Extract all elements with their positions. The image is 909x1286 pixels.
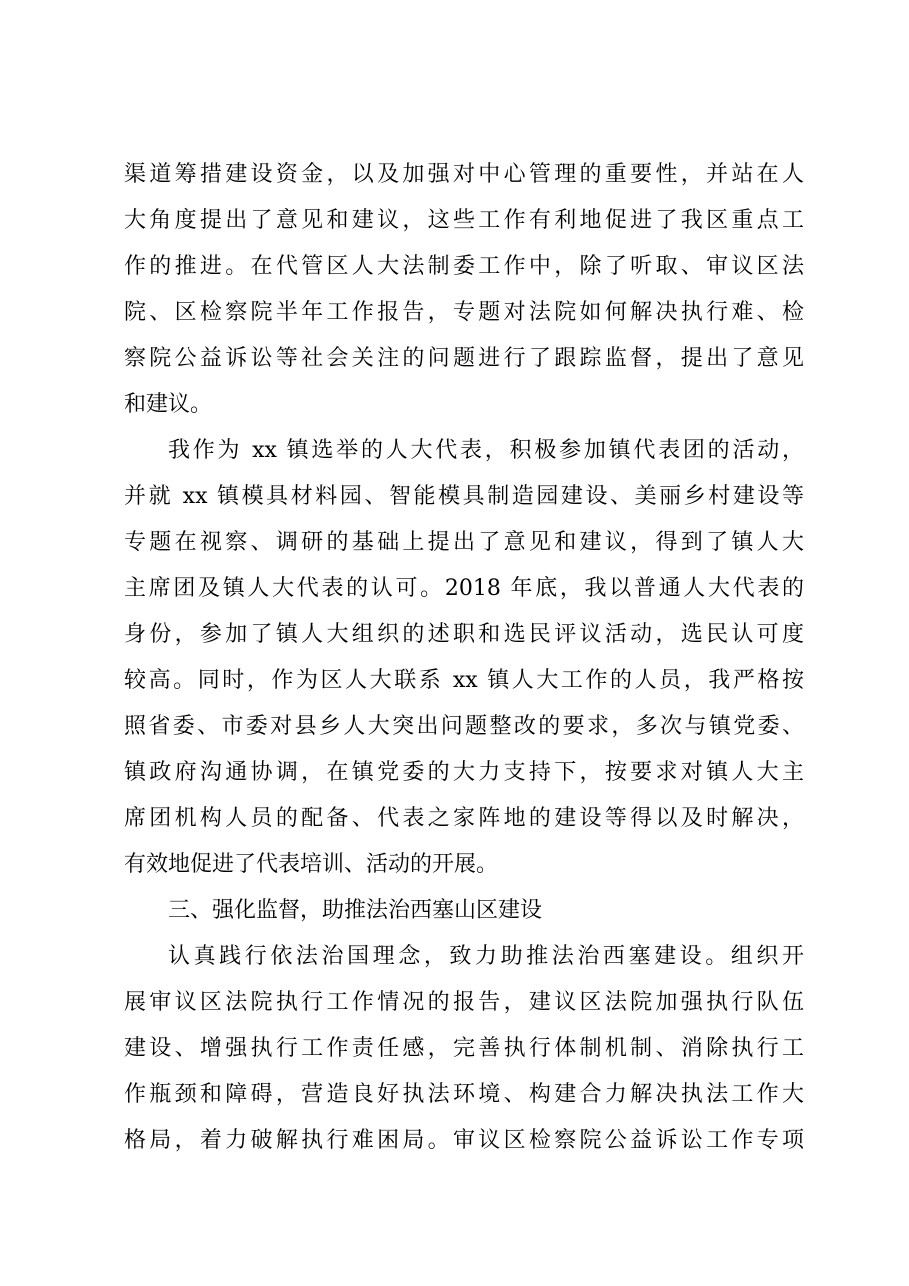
text-line: 主席团及镇人大代表的认可。2018 年底，我以普通人大代表的 [124,576,804,601]
text-line: 照省委、市委对县乡人大突出问题整改的要求，多次与镇党委、 [124,714,804,739]
text-line: 认真践行依法治国理念，致力助推法治西塞建设。组织开 [168,944,804,969]
text-line: 和建议。 [124,392,213,417]
text-line: 建设、增强执行工作责任感，完善执行体制机制、消除执行工 [124,1036,804,1061]
document-body [124,152,804,1164]
text-line: 并就 xx 镇模具材料园、智能模具制造园建设、美丽乡村建设等 [124,484,804,509]
text-line: 有效地促进了代表培训、活动的开展。 [124,852,499,877]
text-line: 展审议区法院执行工作情况的报告，建议区法院加强执行队伍 [124,990,804,1015]
text-line: 作瓶颈和障碍，营造良好执法环境、构建合力解决执法工作大 [124,1082,804,1107]
text-line: 我作为 xx 镇选举的人大代表，积极参加镇代表团的活动， [168,438,804,463]
text-line: 作的推进。在代管区人大法制委工作中，除了听取、审议区法 [124,254,804,279]
text-line: 镇政府沟通协调，在镇党委的大力支持下，按要求对镇人大主 [124,760,804,785]
text-line: 较高。同时，作为区人大联系 xx 镇人大工作的人员，我严格按 [124,668,804,693]
text-line: 三、强化监督，助推法治西塞山区建设 [168,898,543,923]
text-line: 身份，参加了镇人大组织的述职和选民评议活动，选民认可度 [124,622,804,647]
text-line: 渠道筹措建设资金，以及加强对中心管理的重要性，并站在人 [124,162,804,187]
text-line: 大角度提出了意见和建议，这些工作有利地促进了我区重点工 [124,208,804,233]
text-line: 专题在视察、调研的基础上提出了意见和建议，得到了镇人大 [124,530,804,555]
text-line: 察院公益诉讼等社会关注的问题进行了跟踪监督，提出了意见 [124,346,804,371]
text-line: 席团机构人员的配备、代表之家阵地的建设等得以及时解决， [124,806,804,831]
text-line: 格局，着力破解执行难困局。审议区检察院公益诉讼工作专项 [124,1128,804,1153]
text-line: 院、区检察院半年工作报告，专题对法院如何解决执行难、检 [124,300,804,325]
